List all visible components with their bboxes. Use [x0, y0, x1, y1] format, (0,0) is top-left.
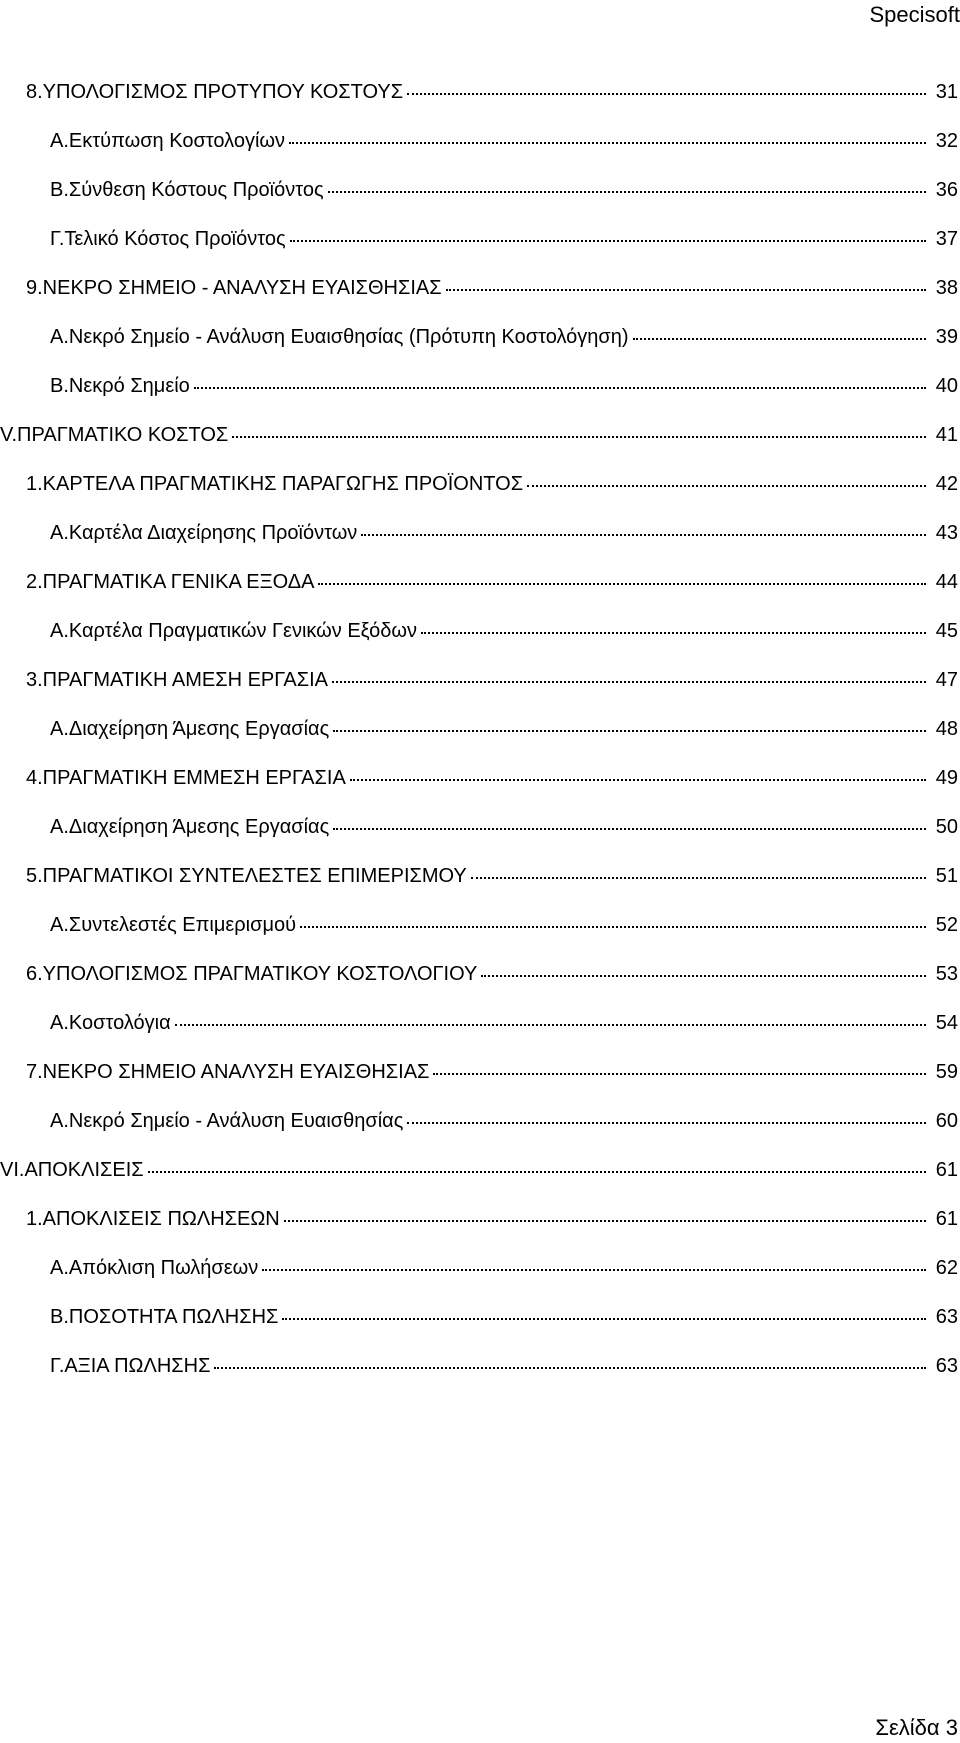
- toc-entry-page-number: 38: [935, 277, 958, 299]
- toc-entry-page-number: 48: [935, 718, 958, 740]
- toc-entry[interactable]: [0, 325, 960, 374]
- toc-entry-page-number: 42: [935, 473, 958, 495]
- toc-dot-leader: [333, 828, 926, 830]
- toc-dot-leader: [332, 681, 926, 683]
- toc-dot-leader: [300, 926, 926, 928]
- toc-entry-title: Γ.ΑΞΙΑ ΠΩΛΗΣΗΣ: [50, 1355, 211, 1377]
- toc-entry[interactable]: [0, 1354, 960, 1403]
- toc-entry-title: Α.Διαχείρηση Άμεσης Εργασίας: [50, 816, 330, 838]
- toc-entry-page-number: 41: [935, 424, 958, 446]
- toc-entry-page-number: 32: [935, 130, 958, 152]
- toc-entry-page-number: 51: [935, 865, 958, 887]
- toc-entry-page-number: 54: [935, 1012, 958, 1034]
- toc-entry[interactable]: [0, 1256, 960, 1305]
- toc-entry-page-number: 47: [935, 669, 958, 691]
- toc-entry-title: 4.ΠΡΑΓΜΑΤΙΚΗ ΕΜΜΕΣΗ ΕΡΓΑΣΙΑ: [26, 767, 346, 789]
- toc-dot-leader: [214, 1367, 926, 1369]
- toc-entry[interactable]: [0, 864, 960, 913]
- toc-entry-page-number: 61: [935, 1159, 958, 1181]
- toc-dot-leader: [407, 93, 926, 95]
- toc-dot-leader: [262, 1269, 926, 1271]
- toc-entry[interactable]: [0, 815, 960, 864]
- toc-entry-page-number: 45: [935, 620, 958, 642]
- toc-entry-title: Β.Σύνθεση Κόστους Προϊόντος: [50, 179, 324, 201]
- toc-entry-title: 1.ΚΑΡΤΕΛΑ ΠΡΑΓΜΑΤΙΚΗΣ ΠΑΡΑΓΩΓΗΣ ΠΡΟΪΟΝΤΟΣ: [26, 473, 524, 495]
- toc-entry-page-number: 50: [935, 816, 958, 838]
- toc-entry-page-number: 61: [935, 1208, 958, 1230]
- toc-entry[interactable]: [0, 668, 960, 717]
- toc-entry-page-number: 63: [935, 1306, 958, 1328]
- toc-entry[interactable]: [0, 1060, 960, 1109]
- toc-entry[interactable]: [0, 521, 960, 570]
- toc-entry[interactable]: [0, 276, 960, 325]
- toc-dot-leader: [194, 387, 926, 389]
- toc-entry-page-number: 37: [935, 228, 958, 250]
- toc-entry-title: Β.ΠΟΣΟΤΗΤΑ ΠΩΛΗΣΗΣ: [50, 1306, 279, 1328]
- toc-entry-title: 5.ΠΡΑΓΜΑΤΙΚΟΙ ΣΥΝΤΕΛΕΣΤΕΣ ΕΠΙΜΕΡΙΣΜΟΥ: [26, 865, 467, 887]
- toc-entry-title: 3.ΠΡΑΓΜΑΤΙΚΗ ΑΜΕΣΗ ΕΡΓΑΣΙΑ: [26, 669, 329, 691]
- toc-entry[interactable]: [0, 962, 960, 1011]
- toc-dot-leader: [481, 975, 926, 977]
- toc-entry[interactable]: [0, 1011, 960, 1060]
- toc-dot-leader: [333, 730, 926, 732]
- table-of-contents: [0, 80, 960, 1403]
- toc-entry[interactable]: [0, 227, 960, 276]
- toc-entry-title: Α.Καρτέλα Διαχείρησης Προϊόντων: [50, 522, 358, 544]
- toc-entry[interactable]: [0, 80, 960, 129]
- toc-entry[interactable]: [0, 472, 960, 521]
- toc-entry-title: VI.ΑΠΟΚΛΙΣΕΙΣ: [0, 1159, 144, 1181]
- toc-entry[interactable]: [0, 1158, 960, 1207]
- toc-entry-title: Α.Κοστολόγια: [50, 1012, 171, 1034]
- toc-entry-page-number: 63: [935, 1355, 958, 1377]
- toc-entry-page-number: 62: [935, 1257, 958, 1279]
- toc-entry-title: Α.Διαχείρηση Άμεσης Εργασίας: [50, 718, 330, 740]
- toc-entry[interactable]: [0, 1109, 960, 1158]
- toc-entry-title: V.ΠΡΑΓΜΑΤΙΚΟ ΚΟΣΤΟΣ: [0, 424, 229, 446]
- toc-dot-leader: [361, 534, 926, 536]
- toc-entry[interactable]: [0, 766, 960, 815]
- toc-dot-leader: [282, 1318, 926, 1320]
- toc-entry[interactable]: [0, 717, 960, 766]
- toc-entry-title: Α.Απόκλιση Πωλήσεων: [50, 1257, 259, 1279]
- toc-entry-page-number: 40: [935, 375, 958, 397]
- toc-entry-title: 9.ΝΕΚΡΟ ΣΗΜΕΙΟ - ΑΝΑΛΥΣΗ ΕΥΑΙΣΘΗΣΙΑΣ: [26, 277, 442, 299]
- toc-dot-leader: [350, 779, 926, 781]
- toc-entry-page-number: 59: [935, 1061, 958, 1083]
- toc-dot-leader: [284, 1220, 926, 1222]
- toc-entry-title: 7.ΝΕΚΡΟ ΣΗΜΕΙΟ ΑΝΑΛΥΣΗ ΕΥΑΙΣΘΗΣΙΑΣ: [26, 1061, 430, 1083]
- toc-entry-title: Α.Συντελεστές Επιμερισμού: [50, 914, 297, 936]
- toc-entry[interactable]: [0, 913, 960, 962]
- toc-entry-title: 1.ΑΠΟΚΛΙΣΕΙΣ ΠΩΛΗΣΕΩΝ: [26, 1208, 280, 1230]
- toc-dot-leader: [175, 1024, 926, 1026]
- toc-dot-leader: [421, 632, 926, 634]
- toc-dot-leader: [433, 1073, 926, 1075]
- toc-entry-title: 2.ΠΡΑΓΜΑΤΙΚΑ ΓΕΝΙΚΑ ΕΞΟΔΑ: [26, 571, 315, 593]
- toc-dot-leader: [328, 191, 926, 193]
- toc-entry[interactable]: [0, 374, 960, 423]
- toc-entry[interactable]: [0, 1207, 960, 1256]
- toc-dot-leader: [446, 289, 926, 291]
- toc-entry-page-number: 36: [935, 179, 958, 201]
- toc-entry-page-number: 60: [935, 1110, 958, 1132]
- toc-entry-page-number: 49: [935, 767, 958, 789]
- toc-dot-leader: [148, 1171, 926, 1173]
- toc-dot-leader: [527, 485, 926, 487]
- toc-entry-page-number: 52: [935, 914, 958, 936]
- toc-entry-title: Α.Εκτύπωση Κοστολογίων: [50, 130, 286, 152]
- toc-entry-page-number: 39: [935, 326, 958, 348]
- toc-entry-title: Α.Νεκρό Σημείο - Ανάλυση Ευαισθησίας: [50, 1110, 404, 1132]
- toc-entry-title: 6.ΥΠΟΛΟΓΙΣΜΟΣ ΠΡΑΓΜΑΤΙΚΟΥ ΚΟΣΤΟΛΟΓΙΟΥ: [26, 963, 478, 985]
- toc-entry-title: Α.Καρτέλα Πραγματικών Γενικών Εξόδων: [50, 620, 417, 642]
- toc-dot-leader: [289, 142, 926, 144]
- toc-dot-leader: [407, 1122, 926, 1124]
- toc-entry-page-number: 31: [935, 81, 958, 103]
- toc-entry[interactable]: [0, 570, 960, 619]
- toc-entry-title: 8.ΥΠΟΛΟΓΙΣΜΟΣ ΠΡΟΤΥΠΟΥ ΚΟΣΤΟΥΣ: [26, 81, 404, 103]
- toc-dot-leader: [471, 877, 926, 879]
- toc-entry[interactable]: [0, 423, 960, 472]
- toc-dot-leader: [318, 583, 926, 585]
- toc-entry-title: Β.Νεκρό Σημείο: [50, 375, 190, 397]
- toc-entry[interactable]: [0, 619, 960, 668]
- toc-entry-title: Α.Νεκρό Σημείο - Ανάλυση Ευαισθησίας (Πρότυπη Κοστολόγηση): [50, 326, 629, 348]
- toc-dot-leader: [290, 240, 926, 242]
- toc-entry[interactable]: [0, 1305, 960, 1354]
- toc-entry[interactable]: [0, 129, 960, 178]
- footer-page-number: Σελίδα 3: [875, 1715, 958, 1740]
- toc-entry-page-number: 53: [935, 963, 958, 985]
- toc-entry[interactable]: [0, 178, 960, 227]
- toc-dot-leader: [633, 338, 926, 340]
- toc-entry-page-number: 43: [935, 522, 958, 544]
- toc-entry-page-number: 44: [935, 571, 958, 593]
- toc-entry-title: Γ.Τελικό Κόστος Προϊόντος: [50, 228, 286, 250]
- toc-dot-leader: [232, 436, 926, 438]
- header-company-name: Specisoft: [869, 2, 960, 27]
